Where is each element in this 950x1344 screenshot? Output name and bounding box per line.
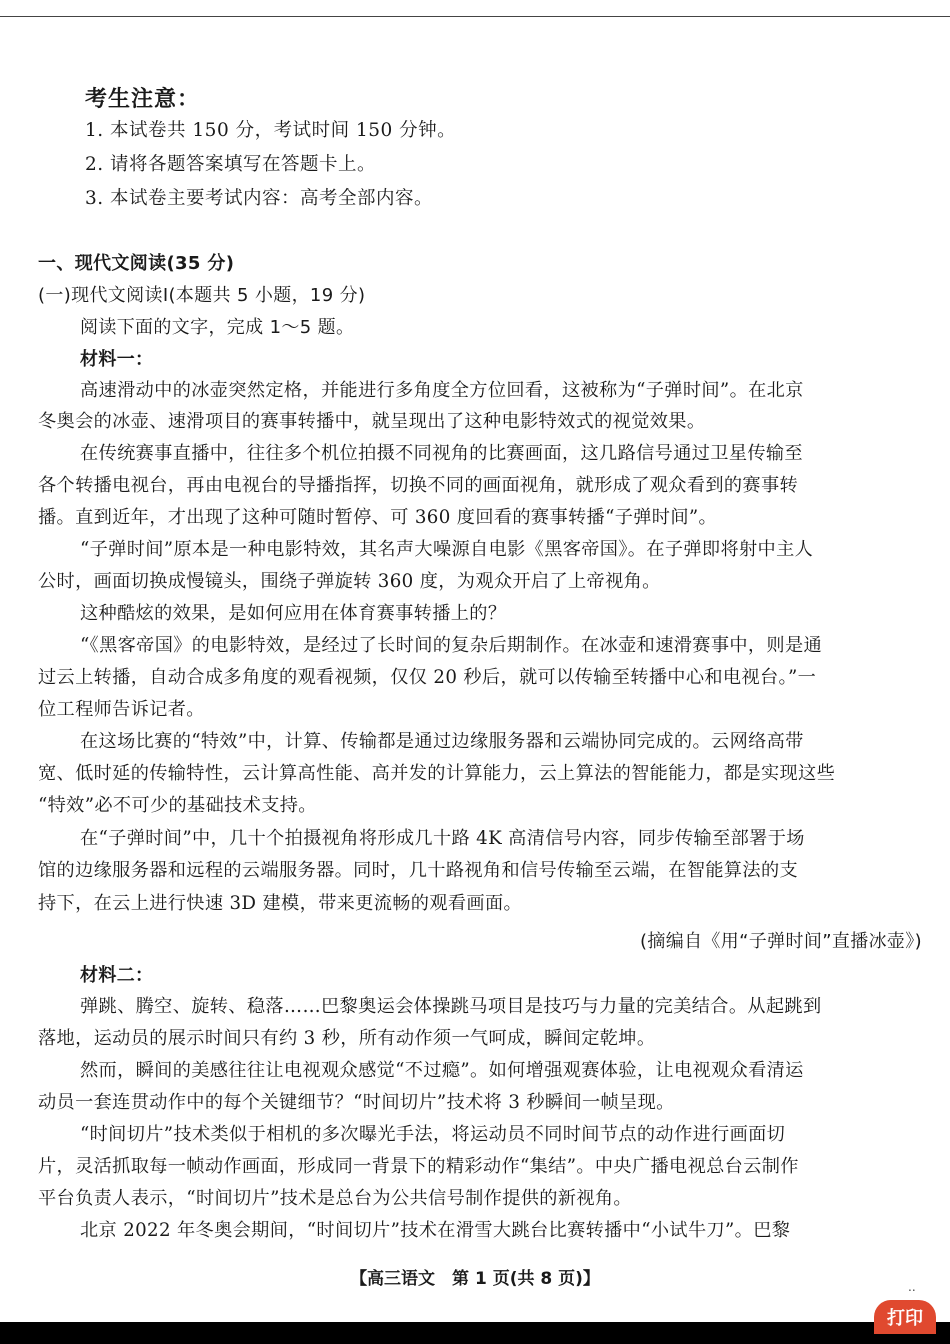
material2-line: “时间切片”技术类似于相机的多次曝光手法，将运动员不同时间节点的动作进行画面切 [80,1124,786,1145]
material1-line: 公时，画面切换成慢镜头，围绕子弹旋转 360 度，为观众开启了上帝视角。 [38,571,661,592]
material1-line: 各个转播电视台，再由电视台的导播指挥，切换不同的画面视角，就形成了观众看到的赛事转 [38,475,799,496]
material1-line: 在“子弹时间”中，几十个拍摄视角将形成几十路 4K 高清信号内容，同步传输至部署于场 [80,828,805,849]
section-subheading: (一)现代文阅读Ⅰ(本题共 5 小题，19 分) [38,285,366,306]
notice-item-3: 3. 本试卷主要考试内容：高考全部内容。 [85,188,434,209]
material1-line: 在这场比赛的“特效”中，计算、传输都是通过边缘服务器和云端协同完成的。云网络高带 [80,731,804,752]
material1-line: 持下，在云上进行快速 3D 建模，带来更流畅的观看画面。 [38,893,523,914]
material1-line: “子弹时间”原本是一种电影特效，其名声大噪源自电影《黑客帝国》。在子弹即将射中主人 [80,539,814,560]
material1-line: 过云上转播，自动合成多角度的观看视频，仅仅 20 秒后，就可以传输至转播中心和电视台。”一 [38,667,817,688]
material2-line: 动员一套连贯动作中的每个关键细节？“时间切片”技术将 3 秒瞬间一帧呈现。 [38,1092,675,1113]
material1-line: 播。直到近年，才出现了这种可随时暂停、可 360 度回看的赛事转播“子弹时间”。 [38,507,718,528]
page-footer: 【高三语文 第 1 页(共 8 页)】 [350,1269,600,1289]
material1-line: “《黑客帝国》的电影特效，是经过了长时间的复杂后期制作。在冰壶和速滑赛事中，则是通 [80,635,823,656]
notice-item-1: 1. 本试卷共 150 分，考试时间 150 分钟。 [85,120,457,141]
material1-source: (摘编自《用“子弹时间”直播冰壶》) [640,931,922,952]
material1-line: “特效”必不可少的基础技术支持。 [38,795,317,816]
material1-line: 高速滑动中的冰壶突然定格，并能进行多角度全方位回看，这被称为“子弹时间”。在北京 [80,380,804,401]
material1-line: 位工程师告诉记者。 [38,699,205,720]
material2-line: 平台负责人表示，“时间切片”技术是总台为公共信号制作提供的新视角。 [38,1188,632,1209]
section-heading: 一、现代文阅读(35 分) [38,253,235,274]
footer-dots: .. [908,1280,916,1294]
material1-line: 在传统赛事直播中，往往多个机位拍摄不同视角的比赛画面，这几路信号通过卫星传输至 [80,443,803,464]
material1-line: 馆的边缘服务器和远程的云端服务器。同时，几十路视角和信号传输至云端，在智能算法的支 [38,860,799,881]
material2-line: 落地，运动员的展示时间只有约 3 秒，所有动作须一气呵成，瞬间定乾坤。 [38,1028,656,1049]
notice-title: 考生注意： [85,87,201,112]
print-button[interactable]: 打印 [874,1300,936,1334]
material2-label: 材料二： [80,965,154,986]
notice-item-2: 2. 请将各题答案填写在答题卡上。 [85,154,377,175]
material1-line: 这种酷炫的效果，是如何应用在体育赛事转播上的？ [80,603,507,624]
material1-line: 宽、低时延的传输特性，云计算高性能、高并发的计算能力，云上算法的智能能力，都是实现这些 [38,763,836,784]
material2-line: 然而，瞬间的美感往往让电视观众感觉“不过瘾”。如何增强观赛体验，让电视观众看清运 [80,1060,804,1081]
section-instruction: 阅读下面的文字，完成 1～5 题。 [80,317,355,338]
bottom-bar [0,1322,950,1344]
material2-line: 弹跳、腾空、旋转、稳落……巴黎奥运会体操跳马项目是技巧与力量的完美结合。从起跳到 [80,996,822,1017]
material2-line: 北京 2022 年冬奥会期间，“时间切片”技术在滑雪大跳台比赛转播中“小试牛刀”。巴黎 [80,1220,791,1241]
material2-line: 片，灵活抓取每一帧动作画面，形成同一背景下的精彩动作“集结”。中央广播电视总台云制作 [38,1156,799,1177]
material1-label: 材料一： [80,349,154,370]
material1-line: 冬奥会的冰壶、速滑项目的赛事转播中，就呈现出了这种电影特效式的视觉效果。 [38,411,706,432]
top-border [0,0,950,17]
